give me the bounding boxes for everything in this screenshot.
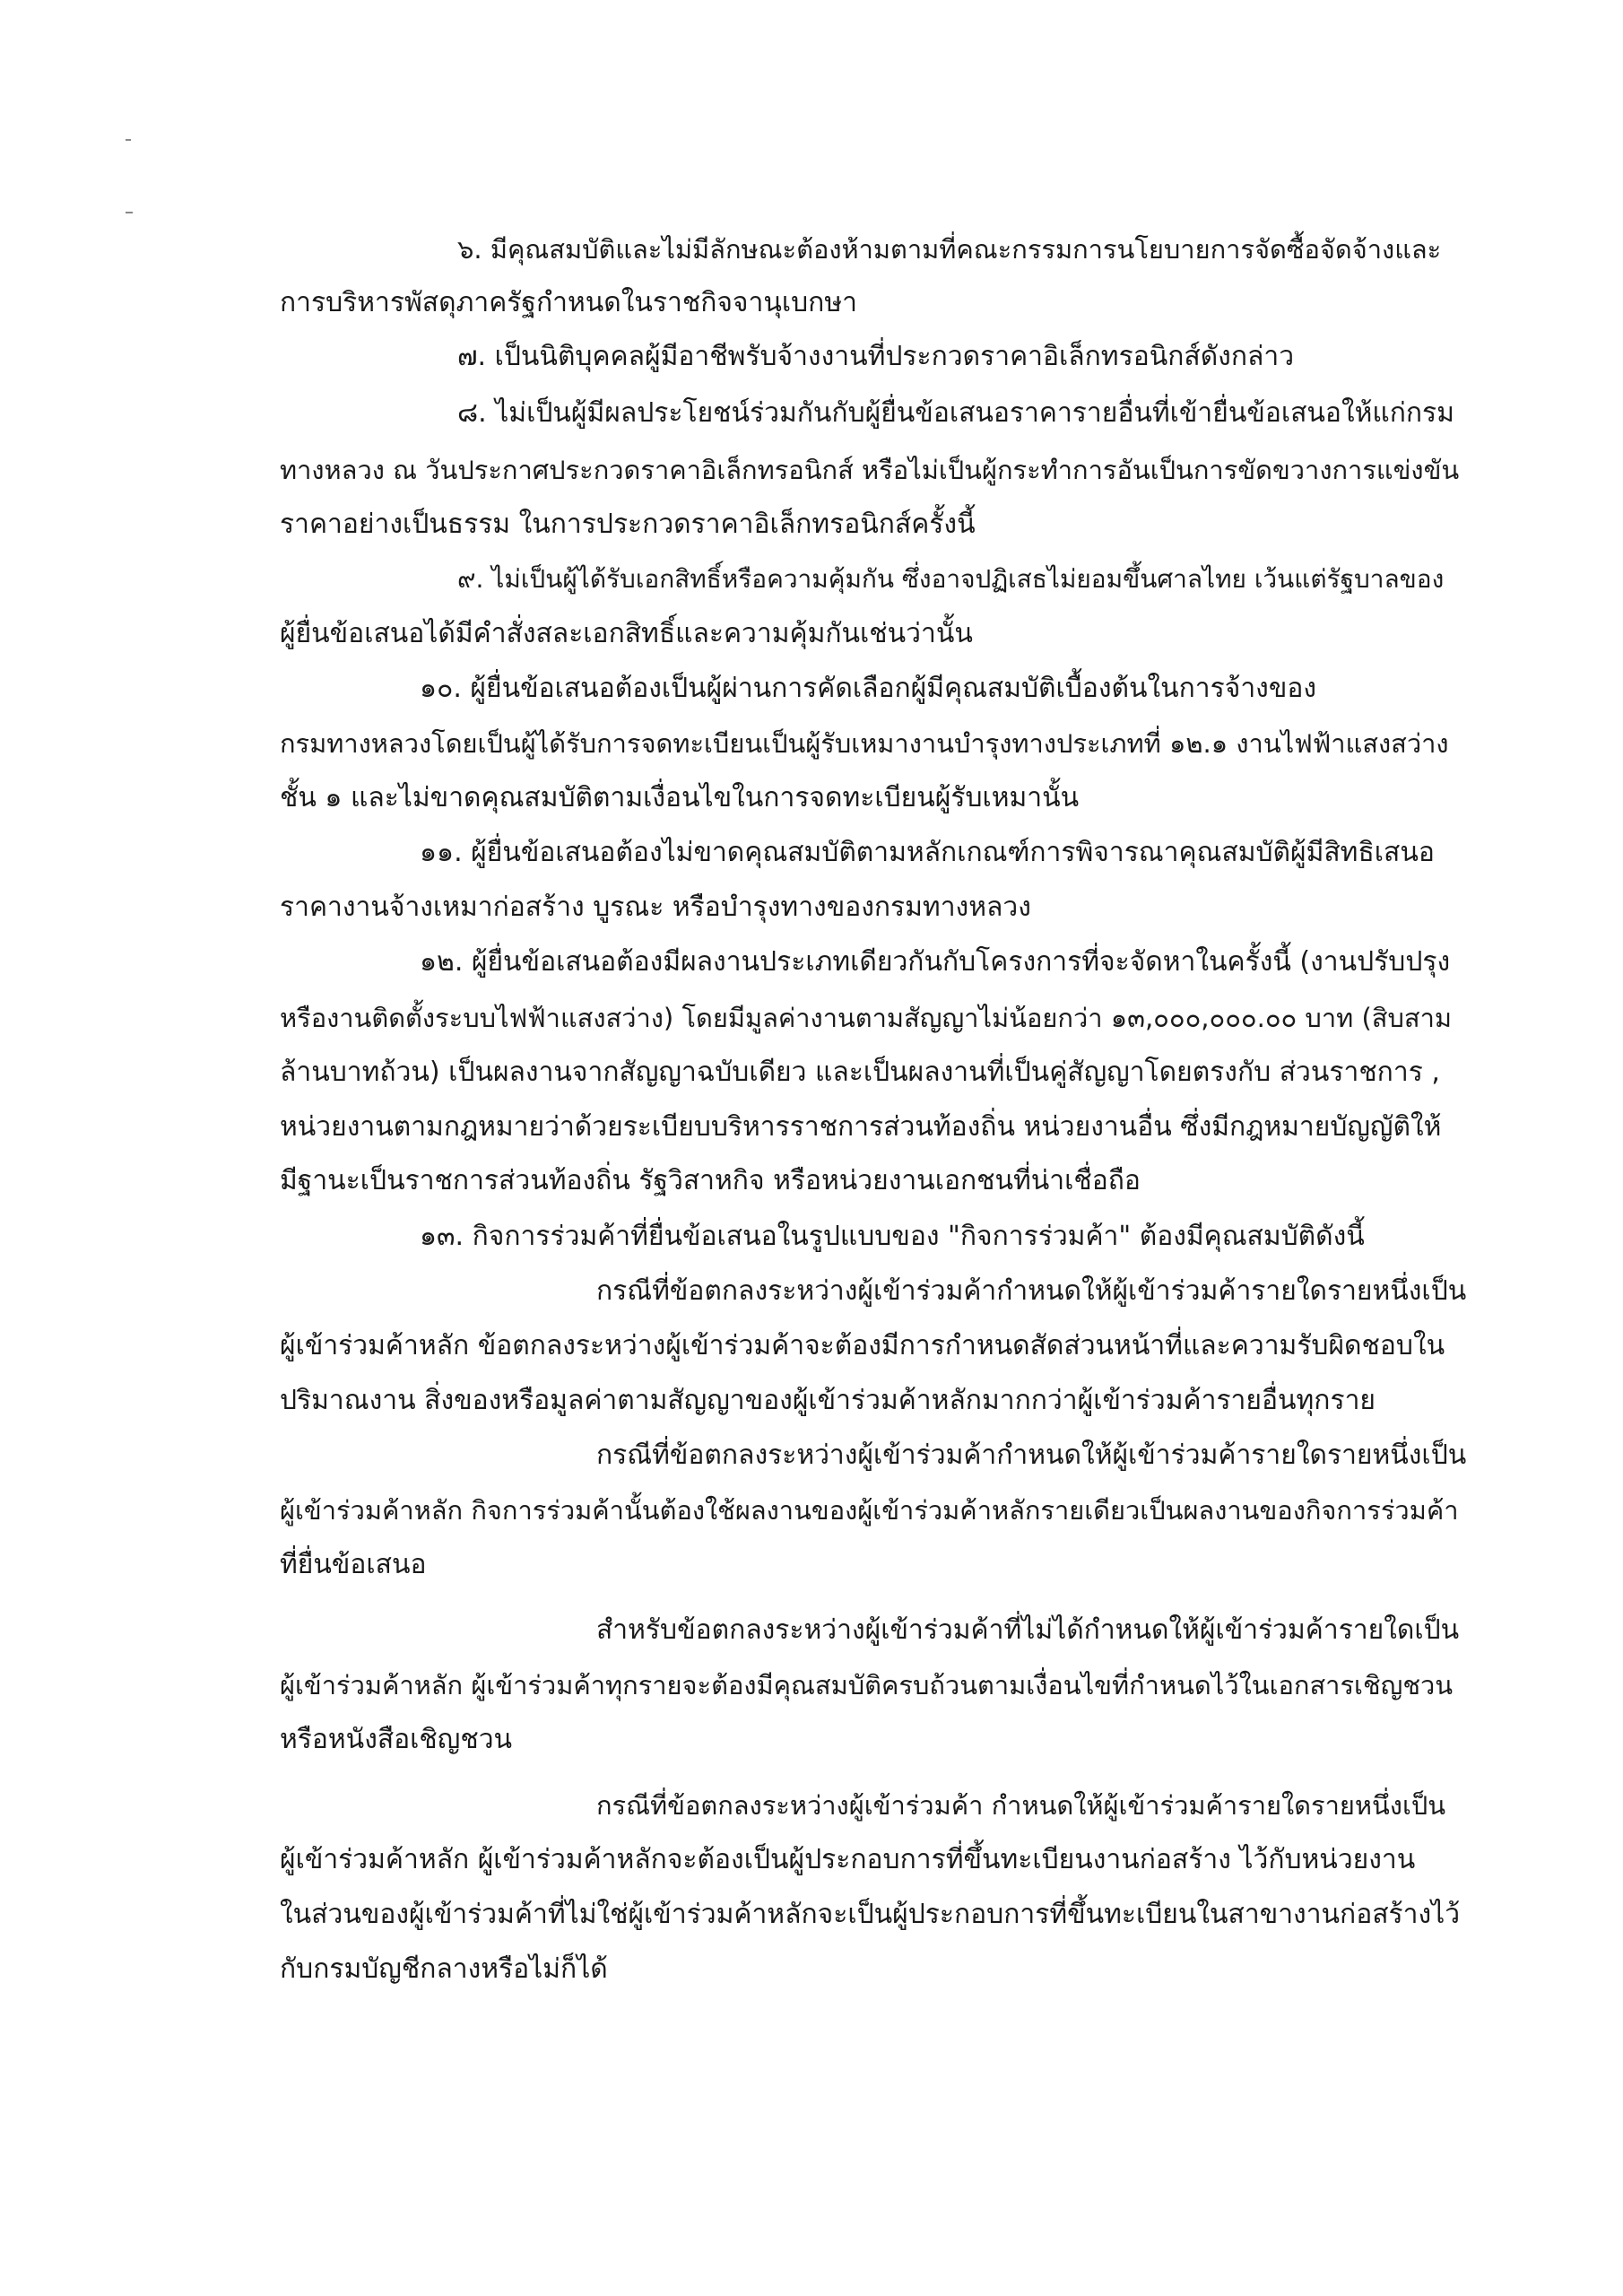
item-6-line-2: การบริหารพัสดุภาครัฐกำหนดในราชกิจจานุเบกษา: [280, 287, 857, 318]
item-10-line-3: ชั้น ๑ และไม่ขาดคุณสมบัติตามเงื่อนไขในการจดทะเบียนผู้รับเหมานั้น: [280, 782, 1080, 813]
case-1-line-3: ปริมาณงาน สิ่งของหรือมูลค่าตามสัญญาของผู้เข้าร่วมค้าหลักมากกว่าผู้เข้าร่วมค้ารายอื่นทุกราย: [280, 1385, 1376, 1416]
case-4-line-3: ในส่วนของผู้เข้าร่วมค้าที่ไม่ใช่ผู้เข้าร่วมค้าหลักจะเป็นผู้ประกอบการที่ขึ้นทะเบียนในสาขางานก่อสร้างไว้: [280, 1899, 1461, 1930]
item-9-line-2: ผู้ยื่นข้อเสนอได้มีคำสั่งสละเอกสิทธิ์และความคุ้มกันเช่นว่านั้น: [280, 618, 973, 649]
case-2-line-1: กรณีที่ข้อตกลงระหว่างผู้เข้าร่วมค้ากำหนดให้ผู้เข้าร่วมค้ารายใดรายหนึ่งเป็น: [596, 1439, 1467, 1471]
item-12-line-1: ๑๒. ผู้ยื่นข้อเสนอต้องมีผลงานประเภทเดียวกันกับโครงการที่จะจัดหาในครั้งนี้ (งานปรับปรุง: [420, 946, 1451, 978]
item-10-line-1: ๑๐. ผู้ยื่นข้อเสนอต้องเป็นผู้ผ่านการคัดเลือกผู้มีคุณสมบัติเบื้องต้นในการจ้างของ: [420, 673, 1317, 704]
case-4-line-4: กับกรมบัญชีกลางหรือไม่ก็ได้: [280, 1953, 608, 1985]
item-11-line-2: ราคางานจ้างเหมาก่อสร้าง บูรณะ หรือบำรุงทางของกรมทางหลวง: [280, 891, 1031, 923]
item-12-line-2: หรืองานติดตั้งระบบไฟฟ้าแสงสว่าง) โดยมีมูลค่างานตามสัญญาไม่น้อยกว่า ๑๓,๐๐๐,๐๐๐.๐๐ บาท (สิบสาม: [280, 1003, 1452, 1033]
item-8-line-1: ๘. ไม่เป็นผู้มีผลประโยชน์ร่วมกันกับผู้ยื่นข้อเสนอราคารายอื่นที่เข้ายื่นข้อเสนอให้แก่กรม: [457, 397, 1454, 429]
item-8-line-2: ทางหลวง ณ วันประกาศประกวดราคาอิเล็กทรอนิกส์ หรือไม่เป็นผู้กระทำการอันเป็นการขัดขวางการแข่งขัน: [280, 455, 1460, 485]
item-8-line-3: ราคาอย่างเป็นธรรม ในการประกวดราคาอิเล็กทรอนิกส์ครั้งนี้: [280, 509, 976, 540]
item-12-line-5: มีฐานะเป็นราชการส่วนท้องถิ่น รัฐวิสาหกิจ หรือหน่วยงานเอกชนที่น่าเชื่อถือ: [280, 1165, 1141, 1196]
case-3-line-1: สำหรับข้อตกลงระหว่างผู้เข้าร่วมค้าที่ไม่ได้กำหนดให้ผู้เข้าร่วมค้ารายใดเป็น: [596, 1614, 1460, 1646]
scan-mark: [126, 212, 133, 213]
item-13-line-1: ๑๓. กิจการร่วมค้าที่ยื่นข้อเสนอในรูปแบบของ "กิจการร่วมค้า" ต้องมีคุณสมบัติดังนี้: [420, 1221, 1365, 1252]
item-9-line-1: ๙. ไม่เป็นผู้ได้รับเอกสิทธิ์หรือความคุ้มกัน ซึ่งอาจปฏิเสธไม่ยอมขึ้นศาลไทย เว้นแต่รัฐบาลของ: [457, 564, 1445, 594]
case-4-line-1: กรณีที่ข้อตกลงระหว่างผู้เข้าร่วมค้า กำหนดให้ผู้เข้าร่วมค้ารายใดรายหนึ่งเป็น: [596, 1790, 1446, 1821]
case-3-line-3: หรือหนังสือเชิญชวน: [280, 1724, 513, 1755]
case-2-line-2: ผู้เข้าร่วมค้าหลัก กิจการร่วมค้านั้นต้องใช้ผลงานของผู้เข้าร่วมค้าหลักรายเดียวเป็นผลงานของกิจการร่วมค้า: [280, 1495, 1459, 1526]
case-1-line-1: กรณีที่ข้อตกลงระหว่างผู้เข้าร่วมค้ากำหนดให้ผู้เข้าร่วมค้ารายใดรายหนึ่งเป็น: [596, 1275, 1467, 1307]
case-2-line-3: ที่ยื่นข้อเสนอ: [280, 1549, 427, 1580]
item-7-line-1: ๗. เป็นนิติบุคคลผู้มีอาชีพรับจ้างงานที่ประกวดราคาอิเล็กทรอนิกส์ดังกล่าว: [457, 341, 1295, 372]
item-12-line-3: ล้านบาทถ้วน) เป็นผลงานจากสัญญาฉบับเดียว และเป็นผลงานที่เป็นคู่สัญญาโดยตรงกับ ส่วนราชการ ,: [280, 1057, 1440, 1088]
item-10-line-2: กรมทางหลวงโดยเป็นผู้ได้รับการจดทะเบียนเป็นผู้รับเหมางานบำรุงทางประเภทที่ ๑๒.๑ งานไฟฟ้าแสงสว่าง: [280, 728, 1449, 759]
item-12-line-4: หน่วยงานตามกฎหมายว่าด้วยระเบียบบริหารราชการส่วนท้องถิ่น หน่วยงานอื่น ซึ่งมีกฎหมายบัญญัติให้: [280, 1111, 1442, 1143]
item-11-line-1: ๑๑. ผู้ยื่นข้อเสนอต้องไม่ขาดคุณสมบัติตามหลักเกณฑ์การพิจารณาคุณสมบัติผู้มีสิทธิเสนอ: [420, 837, 1435, 868]
scan-mark: [126, 139, 131, 141]
case-4-line-2: ผู้เข้าร่วมค้าหลัก ผู้เข้าร่วมค้าหลักจะต้องเป็นผู้ประกอบการที่ขึ้นทะเบียนงานก่อสร้าง ไว้กับหน่วยงาน: [280, 1844, 1416, 1875]
case-3-line-2: ผู้เข้าร่วมค้าหลัก ผู้เข้าร่วมค้าทุกรายจะต้องมีคุณสมบัติครบถ้วนตามเงื่อนไขที่กำหนดไว้ในเอกสารเชิญชวน: [280, 1670, 1454, 1700]
item-6-line-1: ๖. มีคุณสมบัติและไม่มีลักษณะต้องห้ามตามที่คณะกรรมการนโยบายการจัดซื้อจัดจ้างและ: [457, 234, 1442, 265]
case-1-line-2: ผู้เข้าร่วมค้าหลัก ข้อตกลงระหว่างผู้เข้าร่วมค้าจะต้องมีการกำหนดสัดส่วนหน้าที่และความรับผิดชอบใน: [280, 1330, 1445, 1361]
